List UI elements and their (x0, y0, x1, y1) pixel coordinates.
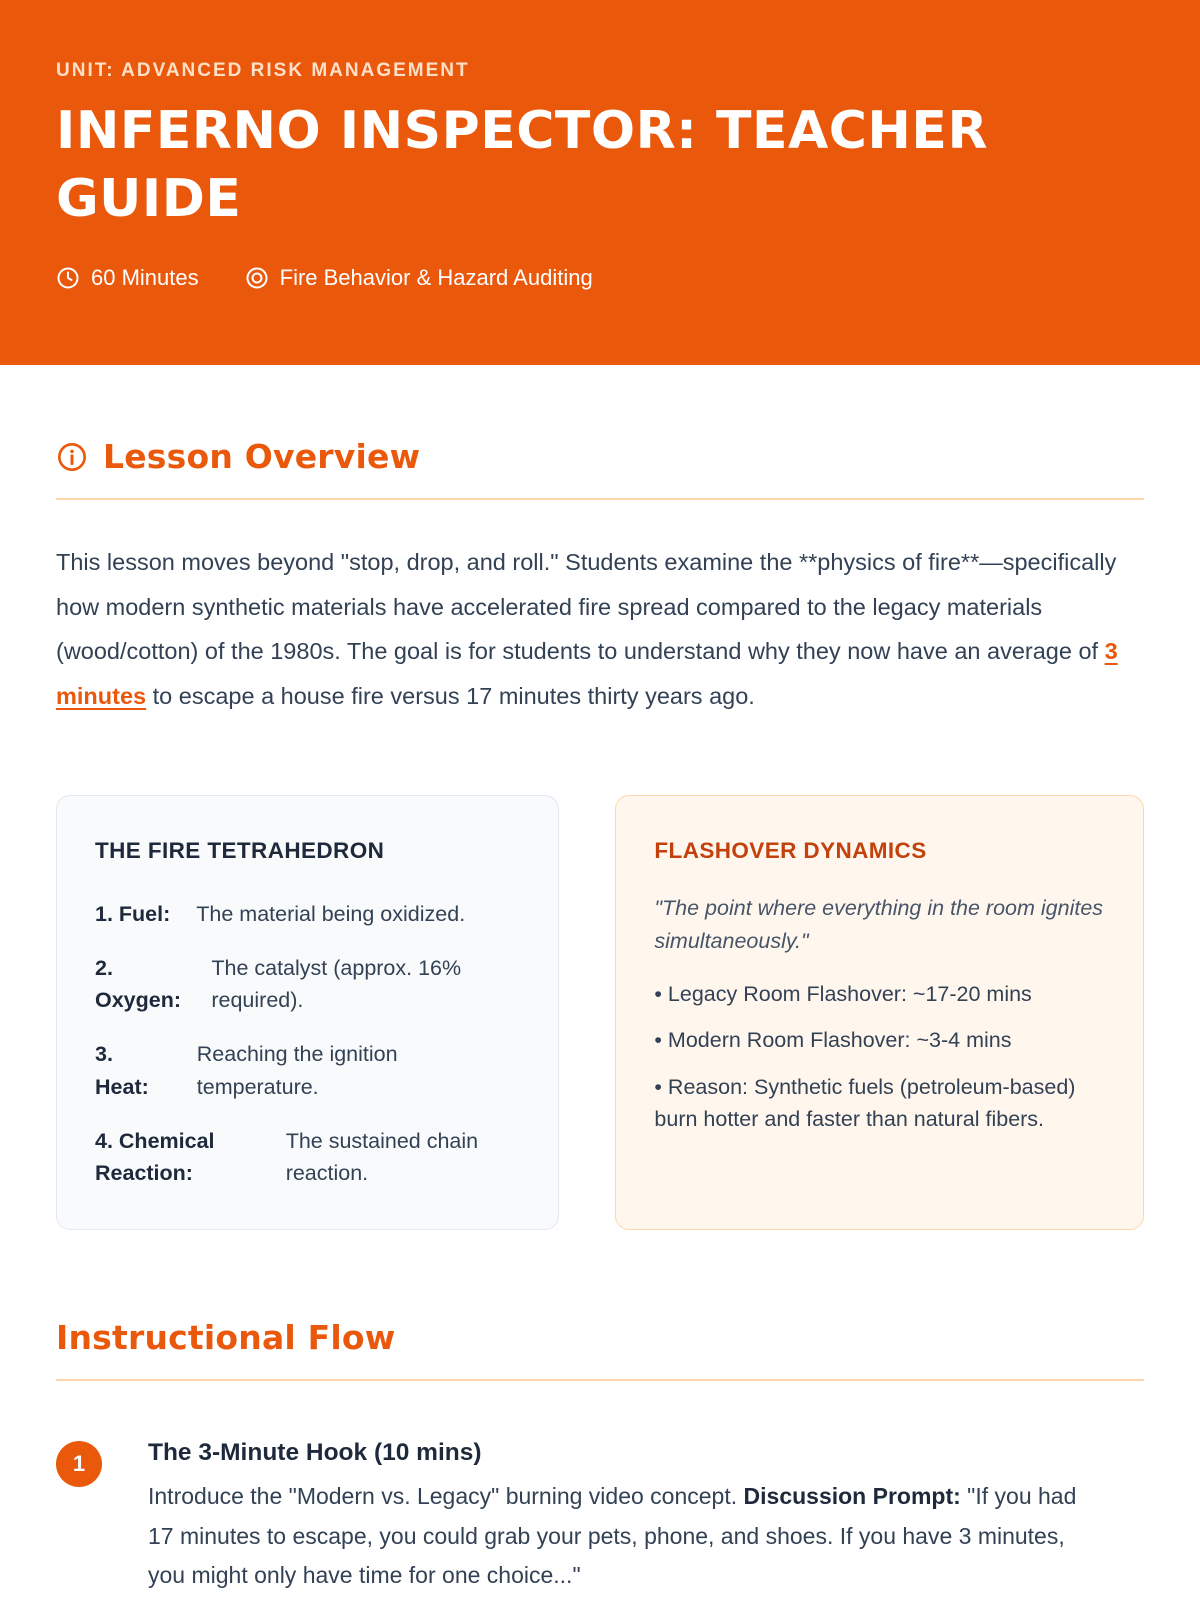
header-banner (0, 0, 1200, 365)
overview-paragraph (56, 540, 1144, 719)
tetrahedron-desc: The material being oxidized. (196, 901, 466, 926)
text-segment: This lesson moves beyond "stop, drop, and roll." Students examine the **physics of fire**—specifically how modern synthetic materials have accelerated fire spread compared to the legacy materials (wood/cotton) of the 1980s. The goal is for students to understand why they now have an average of (56, 549, 1117, 665)
main-content (0, 365, 1200, 1596)
text-segment: to escape a house fire versus 17 minutes thirty years ago. (146, 683, 755, 710)
tetrahedron-desc: The catalyst (approx. 16% required). (211, 955, 462, 1012)
tetrahedron-term: 2. Oxygen: (95, 955, 182, 1012)
tetrahedron-desc: The sustained chain reaction. (285, 1128, 479, 1185)
flashover-quote: "The point where everything in the room ignites simultaneously." (654, 895, 1104, 953)
flashover-card-heading: FLASHOVER DYNAMICS (654, 837, 927, 863)
step-content (148, 1439, 1098, 1596)
unit-label: UNIT: ADVANCED RISK MANAGEMENT (56, 60, 470, 81)
tetrahedron-card-heading: THE FIRE TETRAHEDRON (95, 837, 385, 863)
text-segment: Introduce the "Modern vs. Legacy" burning video concept. (148, 1483, 744, 1510)
flashover-bullet: • Reason: Synthetic fuels (petroleum-based) burn hotter and faster than natural fibers. (654, 1071, 1105, 1136)
clock-icon (56, 266, 80, 290)
duration-meta (56, 265, 199, 291)
tetrahedron-item (95, 952, 520, 1017)
tetrahedron-desc: Reaching the ignition temperature. (196, 1042, 398, 1099)
flow-heading: Instructional Flow (56, 1318, 396, 1358)
info-cards (56, 795, 1144, 1231)
info-icon (56, 441, 88, 473)
tetrahedron-item (95, 898, 520, 930)
flow-heading-row (56, 1318, 1144, 1381)
tetrahedron-term: 3. Heat: (95, 1042, 149, 1099)
step-body (148, 1477, 1098, 1596)
overview-heading: Lesson Overview (103, 437, 421, 477)
bold-text: Discussion Prompt: (743, 1483, 961, 1510)
flow-step-1 (56, 1439, 1144, 1596)
duration-label: 60 Minutes (91, 265, 199, 291)
step-number-badge: 1 (56, 1441, 102, 1487)
text-segment: "If you had 17 minutes to escape, you could grab your pets, phone, and shoes. If you have 3 minutes, you might only have time for one choice..." (148, 1483, 1077, 1589)
tetrahedron-term: 4. Chemical Reaction: (95, 1128, 215, 1185)
target-icon (245, 266, 269, 290)
meta-row (56, 265, 1144, 291)
page-title: INFERNO INSPECTOR: TEACHER GUIDE (56, 101, 988, 229)
fire-tetrahedron-card (56, 795, 559, 1231)
step-title: The 3-Minute Hook (10 mins) (148, 1439, 482, 1467)
tetrahedron-item (95, 1038, 520, 1103)
flashover-bullet: • Legacy Room Flashover: ~17-20 mins (654, 978, 1105, 1010)
escape-time-link[interactable]: 3 minutes (56, 638, 1118, 710)
topic-label: Fire Behavior & Hazard Auditing (279, 265, 593, 291)
tetrahedron-item (95, 1125, 520, 1190)
topic-meta (245, 265, 593, 291)
flashover-bullet: • Modern Room Flashover: ~3-4 mins (654, 1024, 1105, 1056)
flashover-card (615, 795, 1144, 1231)
instructional-flow-section (56, 1318, 1144, 1596)
overview-section (56, 437, 1144, 719)
overview-heading-row (56, 437, 1144, 500)
tetrahedron-term: 1. Fuel: (95, 901, 171, 926)
